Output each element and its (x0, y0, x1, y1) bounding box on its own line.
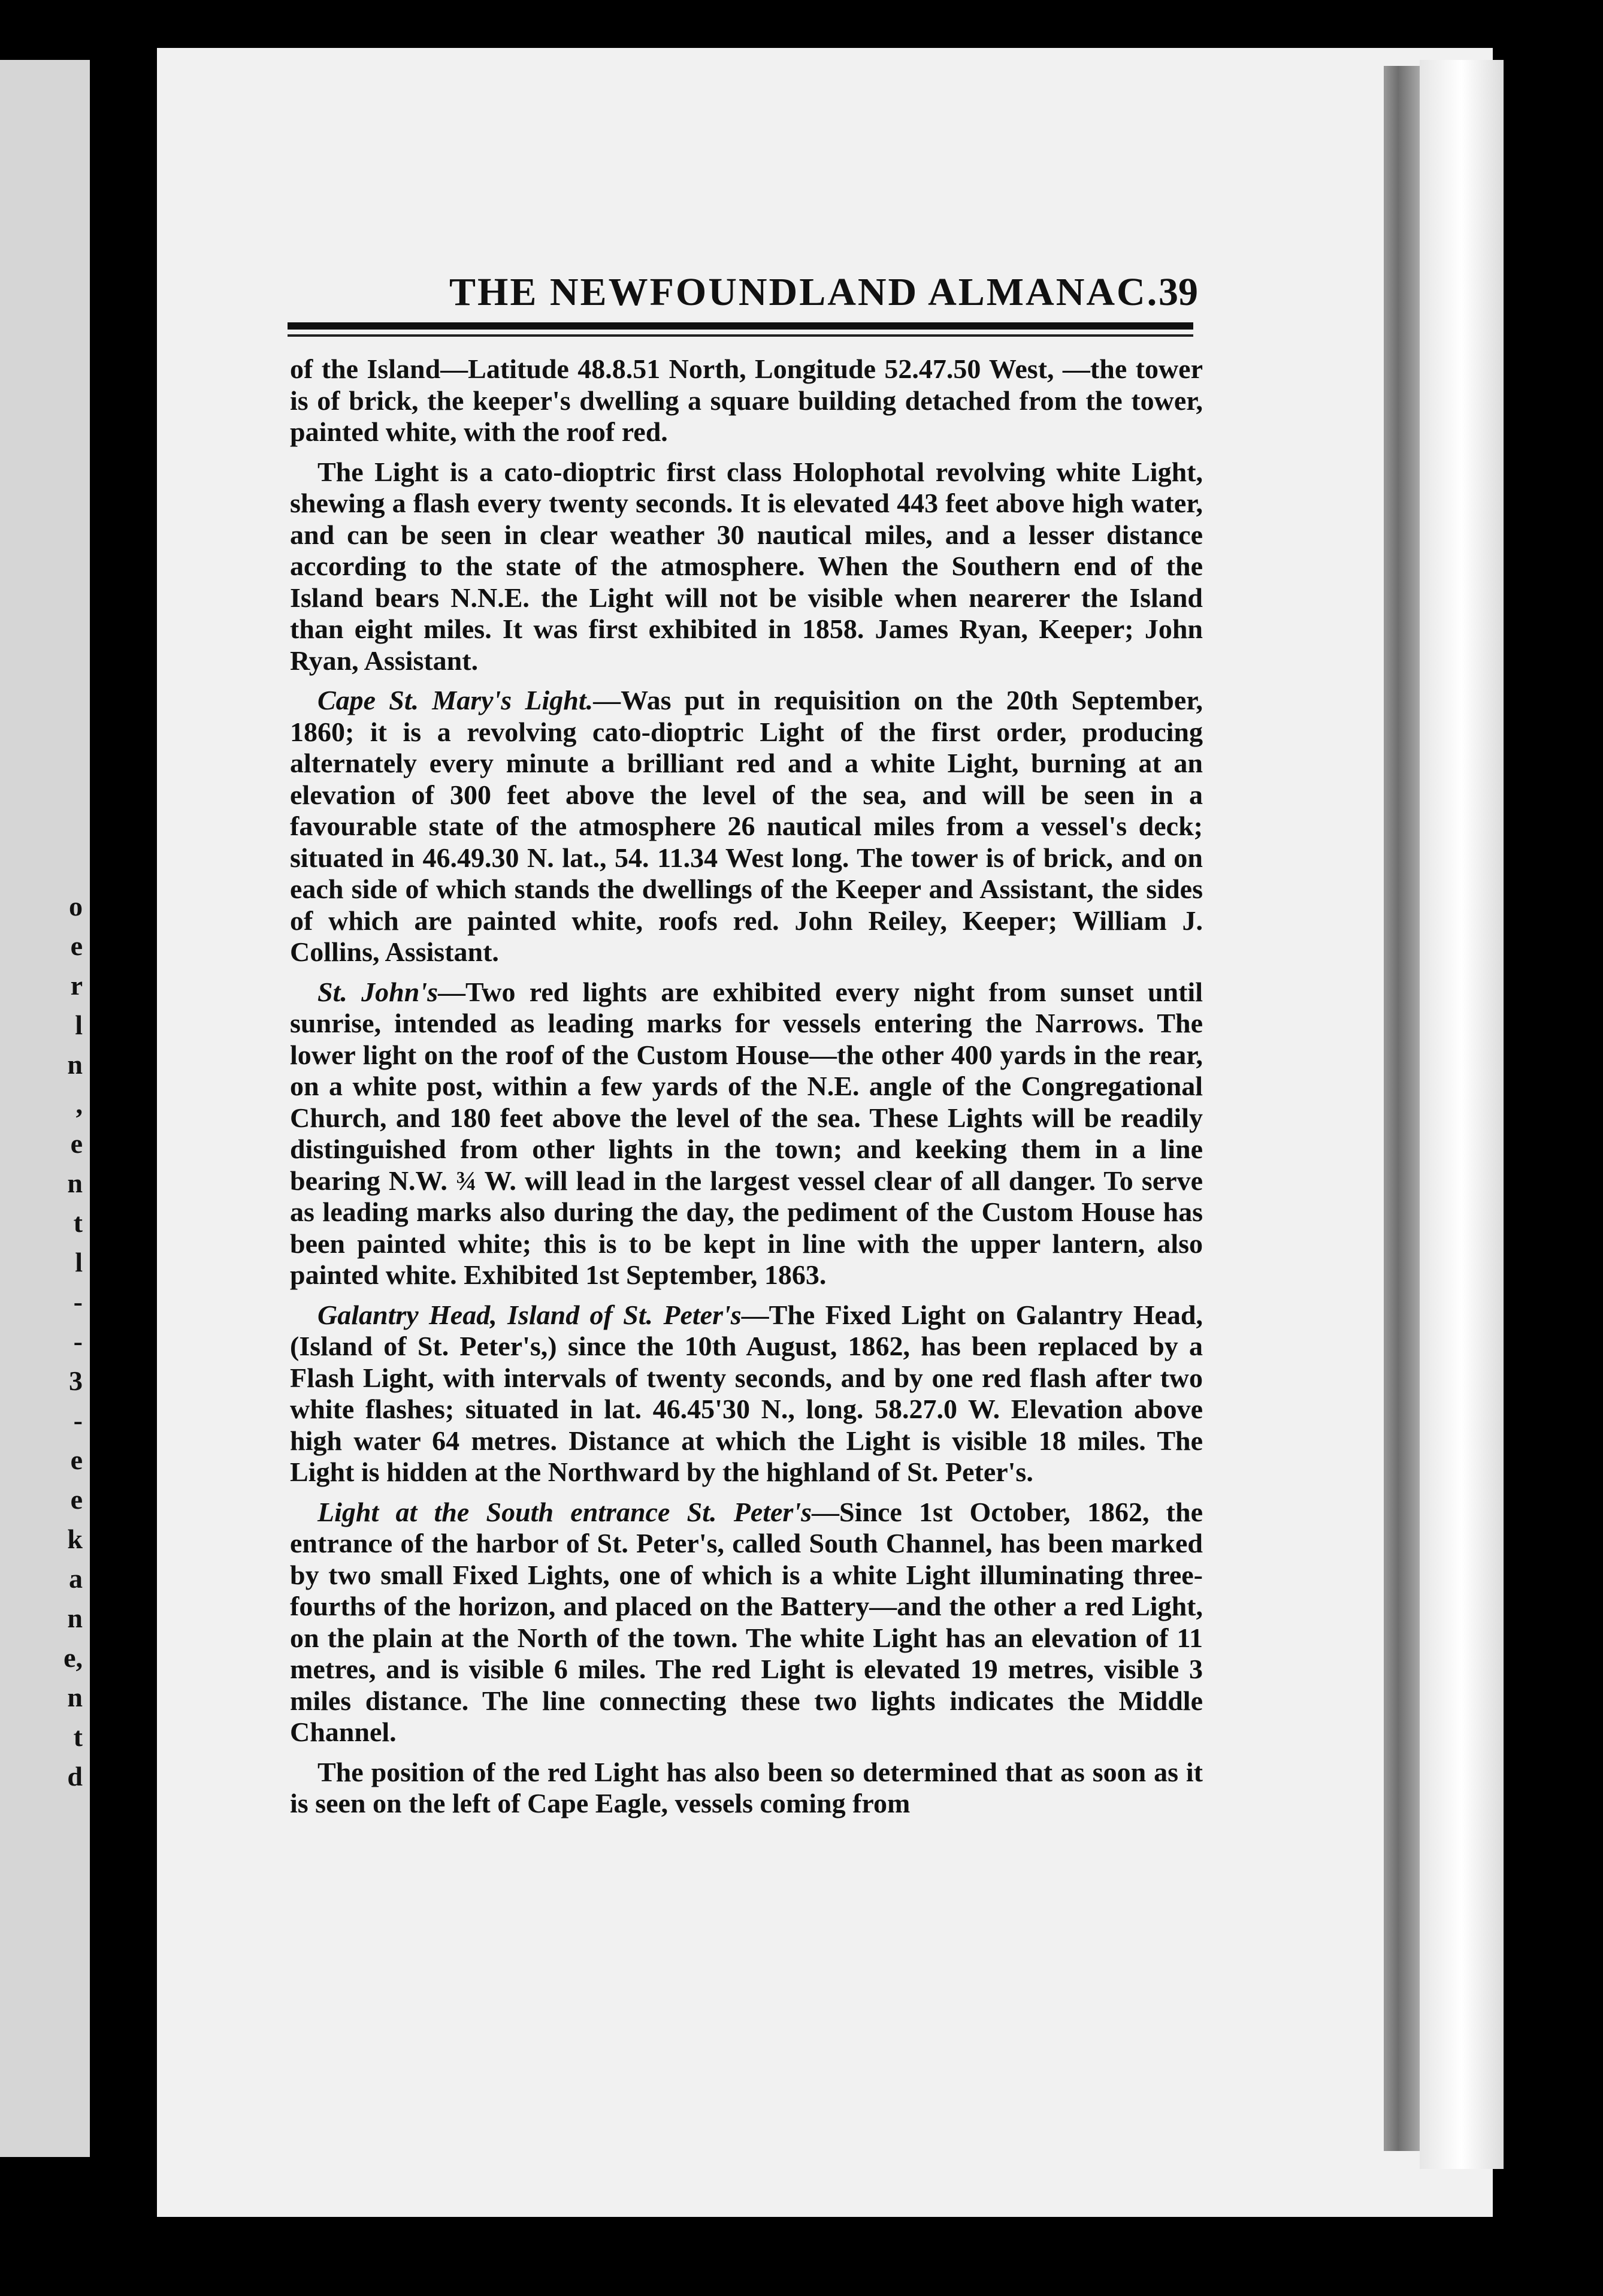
page-header (288, 270, 1198, 324)
margin-fragment: t (73, 1721, 83, 1752)
paragraph: Light at the South entrance St. Peter's—Since 1st October, 1862, the entrance of the harbor of St. Peter's, called South Channel, has been marked by two small Fixed Lights, one of which is a white Light illuminating three-fourths of the horizon, and placed on the Battery—and the other a red Light, on the plain at the North of the town. The white Light has an elevation of 11 metres, and is visible 6 miles. The red Light is elevated 19 metres, visible 3 miles distance. The line connecting these two lights indicates the Middle Channel. (290, 1496, 1203, 1747)
margin-fragment: n (67, 1603, 83, 1633)
adjacent-page-edge (0, 60, 90, 2157)
margin-fragment: e (70, 1128, 83, 1159)
margin-fragment: e (70, 1484, 83, 1515)
margin-fragment: , (75, 1089, 83, 1119)
paragraph: Cape St. Mary's Light.—Was put in requisition on the 20th September, 1860; it is a revolving cato-dioptric Light of the first order, producing alternately every minute a brilliant red and a white Light, burning at an elevation of 300 feet above the level of the sea, and will be seen in a favourable state of the atmosphere 26 nautical miles from a vessel's deck; situated in 46.49.30 N. lat., 54. 11.34 West long. The tower is of brick, and on each side of which stands the dwellings of the Keeper and Assistant, the sides of which are painted white, roofs red. John Reiley, Keeper; William J. Collins, Assistant. (290, 685, 1203, 967)
margin-fragment: t (73, 1207, 83, 1238)
paragraph: Galantry Head, Island of St. Peter's—The Fixed Light on Galantry Head, (Island of St. Peter's,) since the 10th August, 1862, has been replaced by a Flash Light, with intervals of twenty seconds, and by one red flash after two white flashes; situated in lat. 46.45'30 N., long. 58.27.0 W. Elevation above high water 64 metres. Distance at which the Light is visible 18 miles. The Light is hidden at the Northward by the highland of St. Peter's. (290, 1299, 1203, 1487)
paragraph-lead: Cape St. Mary's Light. (317, 685, 594, 715)
margin-fragment: e (70, 1445, 83, 1475)
page-gutter-shadow (1384, 66, 1420, 2151)
header-rule-thin (288, 334, 1193, 337)
margin-fragment: r (70, 970, 83, 1001)
margin-fragment: 3 (69, 1365, 83, 1396)
margin-fragment: a (69, 1563, 83, 1594)
margin-fragment: - (73, 1286, 83, 1317)
body-text (290, 354, 1203, 1828)
paragraph-lead: St. John's (317, 976, 438, 1007)
paragraph: The Light is a cato-dioptric first class Holophotal revolving white Light, shewing a flash every twenty seconds. It is elevated 443 feet above high water, and can be seen in clear weather 30 nautical miles, and a lesser distance according to the state of the atmosphere. When the Southern end of the Island bears N.N.E. the Light will not be visible when nearerer the Island than eight miles. It was first exhibited in 1858. James Ryan, Keeper; John Ryan, Assistant. (290, 456, 1203, 676)
margin-fragment: e (70, 931, 83, 961)
margin-fragment: l (75, 1010, 83, 1040)
paragraph: St. John's—Two red lights are exhibited every night from sunset until sunrise, intended as leading marks for vessels entering the Narrows. The lower light on the roof of the Custom House—the other 400 yards in the rear, on a white post, within a few yards of the N.E. angle of the Congregational Church, and 180 feet above the level of the sea. These Lights will be readily distinguished from other lights in the town; and keeking them in a line bearing N.W. ¾ W. will lead in the largest vessel clear of all danger. To serve as leading marks also during the day, the pediment of the Custom House has been painted white; this is to be kept in line with the upper lantern, also painted white. Exhibited 1st September, 1863. (290, 976, 1203, 1290)
margin-fragment: d (67, 1761, 83, 1792)
header-rule-thick (288, 322, 1193, 330)
margin-fragment: k (67, 1524, 83, 1554)
margin-fragment: n (67, 1049, 83, 1080)
margin-fragment: e, (63, 1642, 83, 1673)
paragraph: of the Island—Latitude 48.8.51 North, Longitude 52.47.50 West, —the tower is of brick, the keeper's dwelling a square building detached from the tower, painted white, with the roof red. (290, 354, 1203, 447)
margin-fragment: n (67, 1682, 83, 1712)
adjacent-page-fragments (47, 60, 83, 2157)
margin-fragment: - (73, 1405, 83, 1436)
paragraph-lead: Light at the South entrance St. Peter's (317, 1496, 812, 1527)
margin-fragment: o (69, 891, 83, 922)
margin-fragment: - (73, 1326, 83, 1357)
margin-fragment: l (75, 1247, 83, 1277)
page-number: 39 (1159, 270, 1198, 314)
running-title: THE NEWFOUNDLAND ALMANAC. (449, 270, 1159, 314)
margin-fragment: n (67, 1168, 83, 1198)
page-stack-edge (1420, 60, 1504, 2169)
paragraph: The position of the red Light has also been so determined that as soon as it is seen on the left of Cape Eagle, vessels coming from (290, 1756, 1203, 1818)
paragraph-lead: Galantry Head, Island of St. Peter's (317, 1299, 742, 1330)
